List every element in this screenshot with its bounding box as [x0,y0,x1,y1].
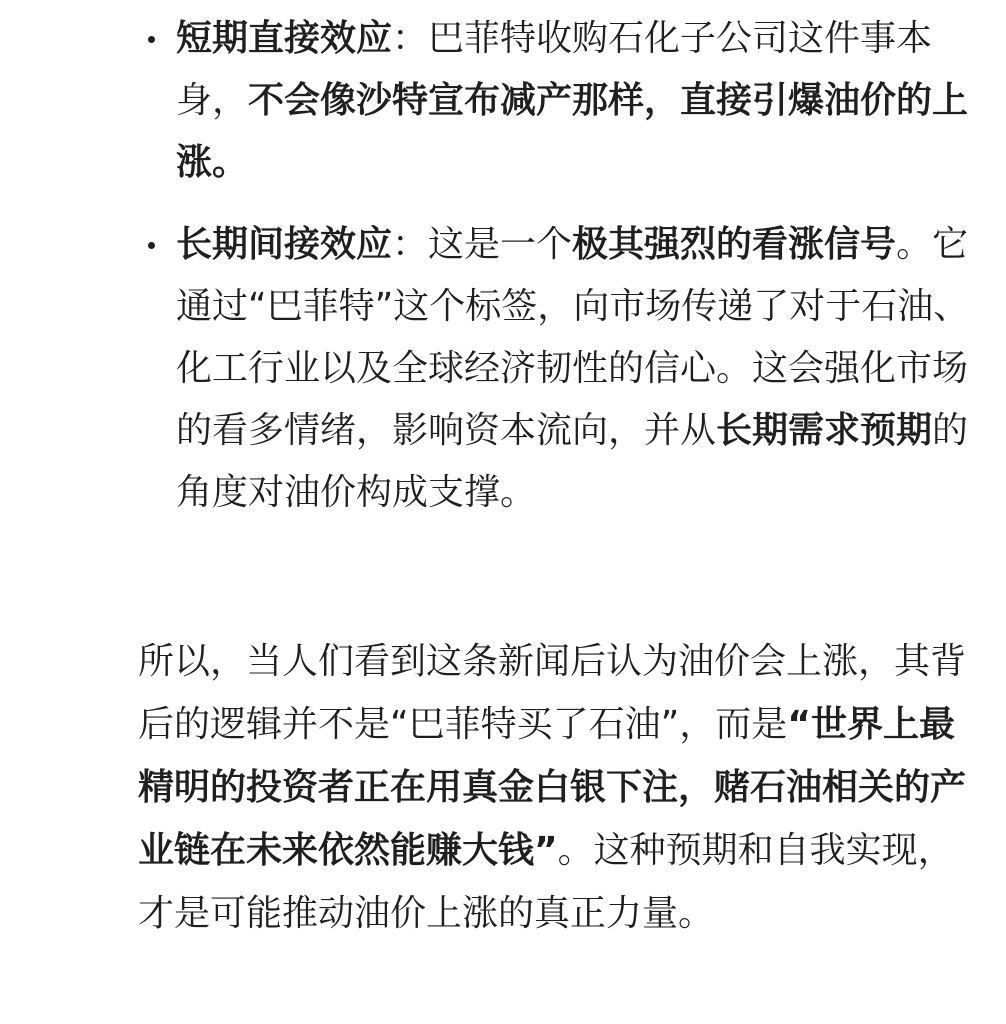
bullet-text-part: 巴菲特收购石化子公司这件事本身， [176,18,933,121]
conclusion-bold-part: “世界上最精明的投资者正在用真金白银下注，赌石油相关的产业链在未来依然能赚大钱” [138,704,967,871]
conclusion-text-part: 。这种预期和自我实现，才是可能推动油价上涨的真正力量。 [138,830,954,934]
bullet-text [176,214,970,524]
bullet-label: 长期间接效应 [176,224,393,265]
bullet-bold-part: 极其强烈的看涨信号 [572,224,897,265]
bullet-separator: ： [392,224,429,265]
bullet-list [140,8,970,524]
bullet-text-part: 。它通过“巴菲特”这个标签，向市场传递了对于石油、化工行业以及全球经济韧性的信心。这会强化市场的看多情绪，影响资本流向，并从 [176,224,970,451]
bullet-dot [148,242,155,249]
bullet-separator: ： [392,18,429,59]
bullet-bold-part: 不会像沙特宣布减产那样，直接引爆油价的上涨。 [176,80,969,183]
bullet-dot [148,36,155,43]
bullet-item-short-term [140,8,970,194]
bullet-bold-part: 长期需求预期 [716,410,933,451]
conclusion-paragraph [138,630,968,945]
bullet-text [176,8,970,194]
bullet-text-part: 这是一个 [428,224,573,265]
conclusion-text-part: 所以，当人们看到这条新闻后认为油价会上涨，其背后的逻辑并不是“巴菲特买了石油”，而是 [138,641,967,745]
bullet-item-long-term [140,214,970,524]
bullet-label: 短期直接效应 [176,18,393,59]
bullet-text-part: 的角度对油价构成支撑。 [176,410,969,513]
